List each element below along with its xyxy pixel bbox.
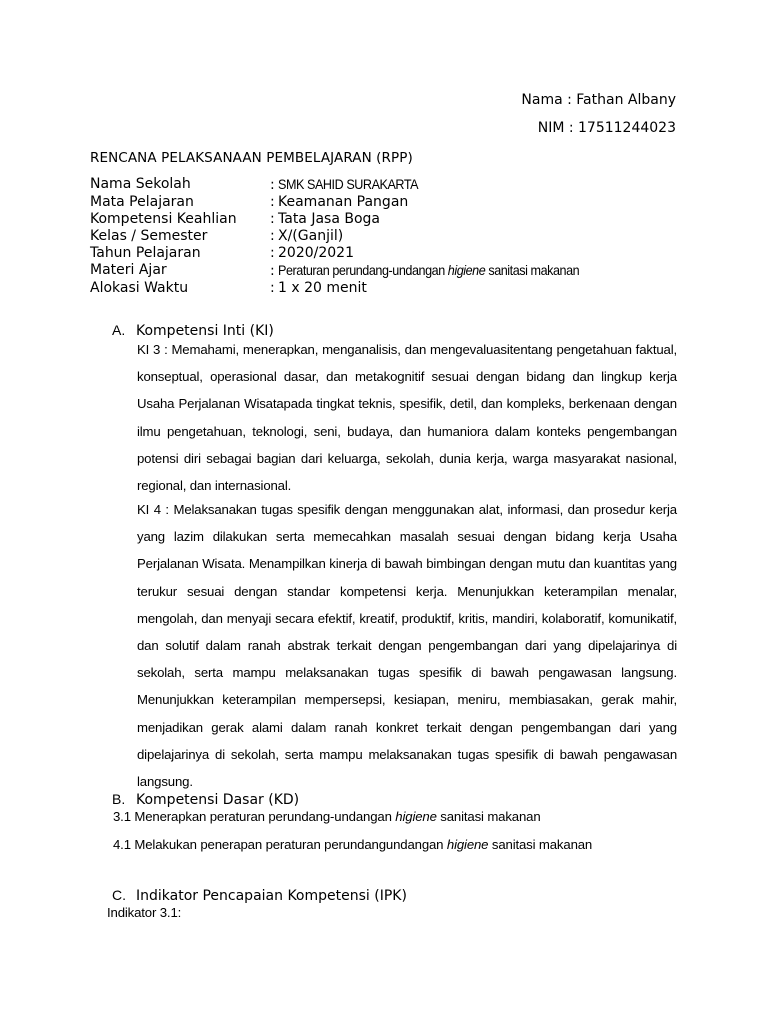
section-c-heading bbox=[112, 887, 407, 904]
info-label: Materi Ajar bbox=[90, 262, 167, 278]
kd-text: sanitasi makanan bbox=[436, 809, 541, 824]
colon: : bbox=[270, 177, 275, 193]
student-nim: NIM : 17511244023 bbox=[537, 120, 676, 136]
section-b-heading bbox=[112, 791, 299, 808]
class-semester: X/(Ganjil) bbox=[278, 228, 344, 244]
time-allocation: 1 x 20 menit bbox=[278, 280, 367, 296]
section-letter: B. bbox=[112, 791, 126, 807]
academic-year: 2020/2021 bbox=[278, 245, 354, 261]
info-row-time bbox=[90, 280, 613, 297]
info-label: Mata Pelajaran bbox=[90, 194, 194, 210]
ki3-paragraph: KI 3 : Memahami, menerapkan, menganalisis, dan mengevaluasitentang pengetahuan faktual, konseptual, operasional dasar, dan metakognitif sesuai dengan bidang dan lingkup kerja Usaha Perjalanan Wisatapada tingkat teknis, spesifik, detil, dan kompleks, berkenaan dengan ilmu pengetahuan, teknologi, seni, budaya, dan humaniora dalam konteks pengembangan potensi diri sebagai bagian dari keluarga, sekolah, dunia kerja, warga masyarakat nasional, regional, dan internasional. bbox=[137, 342, 677, 494]
info-row-year bbox=[90, 245, 613, 262]
school-name: SMK SAHID SURAKARTA bbox=[278, 176, 419, 192]
colon: : bbox=[270, 280, 275, 296]
colon: : bbox=[270, 228, 275, 244]
info-value bbox=[270, 211, 613, 228]
document-title: RENCANA PELAKSANAAN PEMBELAJARAN (RPP) bbox=[90, 150, 413, 166]
ki4-paragraph: KI 4 : Melaksanakan tugas spesifik dengan menggunakan alat, informasi, dan prosedur kerja yang lazim dilakukan serta memecahkan masalah sesuai dengan bidang kerja Usaha Perjalanan Wisata. Menampilkan kinerja di bawah bimbingan dengan mutu dan kuantitas yang terukur sesuai dengan standar kompetensi kerja. Menunjukkan keterampilan menalar, mengolah, dan menyaji secara efektif, kreatif, produktif, kritis, mandiri, kolaboratif, komunikatif, dan solutif dalam ranah abstrak terkait dengan pengembangan dari yang dipelajarinya di sekolah, serta mampu melaksanakan tugas spesifik di bawah pengawasan langsung. Menunjukkan keterampilan mempersepsi, kesiapan, meniru, membiasakan, gerak mahir, menjadikan gerak alami dalam ranah konkret terkait dengan pengembangan dari yang dipelajarinya di sekolah, serta mampu melaksanakan tugas spesifik di bawah pengawasan langsung. bbox=[137, 502, 677, 790]
info-row-class bbox=[90, 228, 613, 245]
kd-text: 4.1 Melakukan penerapan peraturan perundangundangan bbox=[113, 837, 447, 852]
kd-3-1 bbox=[113, 809, 541, 824]
info-label: Kelas / Semester bbox=[90, 228, 208, 244]
kd-italic: higiene bbox=[395, 809, 437, 824]
info-row-subject bbox=[90, 194, 613, 211]
colon: : bbox=[270, 263, 275, 279]
material-text: Peraturan perundang-undangan bbox=[278, 262, 448, 278]
section-letter: A. bbox=[112, 322, 126, 338]
info-label: Tahun Pelajaran bbox=[90, 245, 201, 261]
info-value bbox=[270, 245, 613, 262]
kd-italic: higiene bbox=[446, 837, 489, 852]
colon: : bbox=[270, 194, 275, 210]
material-italic: higiene bbox=[447, 262, 486, 278]
info-value bbox=[270, 280, 613, 297]
colon: : bbox=[270, 211, 275, 227]
info-row-school bbox=[90, 176, 613, 194]
material-text: sanitasi makanan bbox=[485, 262, 580, 278]
section-title: Indikator Pencapaian Kompetensi (IPK) bbox=[136, 888, 407, 904]
info-value bbox=[270, 176, 613, 194]
student-name: Nama : Fathan Albany bbox=[521, 92, 676, 108]
indicator-3-1: Indikator 3.1: bbox=[107, 905, 182, 920]
info-label: Nama Sekolah bbox=[90, 176, 191, 192]
kd-text: 3.1 Menerapkan peraturan perundang-undangan bbox=[113, 809, 396, 824]
info-label: Kompetensi Keahlian bbox=[90, 211, 237, 227]
colon: : bbox=[270, 245, 275, 261]
expertise-name: Tata Jasa Boga bbox=[278, 211, 380, 227]
kd-4-1 bbox=[113, 837, 592, 852]
info-row-expertise bbox=[90, 211, 613, 228]
info-value bbox=[270, 228, 613, 245]
subject-name: Keamanan Pangan bbox=[278, 194, 409, 210]
section-letter: C. bbox=[112, 887, 126, 903]
section-title: Kompetensi Dasar (KD) bbox=[136, 792, 300, 808]
identity-table bbox=[90, 176, 613, 297]
section-title: Kompetensi Inti (KI) bbox=[136, 323, 274, 339]
info-label: Alokasi Waktu bbox=[90, 280, 189, 296]
info-value bbox=[270, 194, 613, 211]
material-title bbox=[278, 262, 579, 279]
info-row-material bbox=[90, 262, 613, 280]
info-value bbox=[270, 262, 613, 280]
kd-text: sanitasi makanan bbox=[488, 837, 593, 852]
